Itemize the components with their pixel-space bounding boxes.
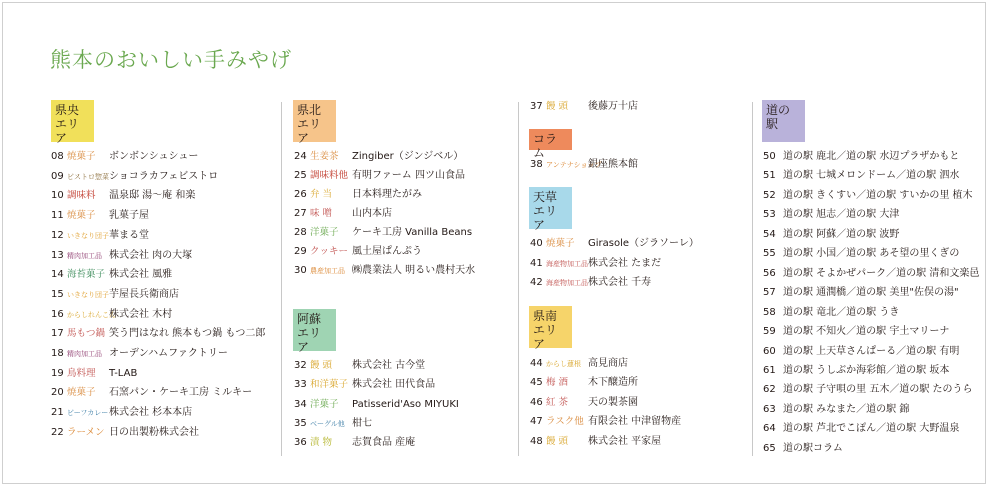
column-divider — [752, 102, 753, 456]
item-number: 17 — [51, 328, 64, 340]
item-category: 洋菓子 — [310, 398, 339, 410]
item-name: 株式会社 古今堂 — [352, 360, 426, 371]
item-category: 馬もつ鍋 — [67, 328, 106, 340]
list-item — [763, 206, 899, 224]
item-name: 道の駅 阿蘇／道の駅 波野 — [783, 228, 900, 240]
list-item — [294, 167, 465, 185]
item-number: 46 — [530, 396, 543, 408]
item-name: 道の駅 みなまた／道の駅 錦 — [783, 403, 910, 415]
item-category: からし蓮根 — [546, 360, 581, 368]
item-category: 焼菓子 — [546, 238, 575, 249]
item-number: 15 — [51, 288, 64, 300]
list-item — [763, 148, 959, 166]
item-name: ボンボンシュシュー — [109, 151, 199, 162]
area-badge-line2: エリア — [533, 323, 558, 351]
item-number: 18 — [51, 348, 64, 359]
list-item — [294, 205, 392, 223]
item-name: 有限会社 中津留物産 — [588, 416, 682, 428]
item-number: 20 — [51, 387, 64, 399]
area-badge-line1: 県南 — [533, 309, 558, 323]
area-badge-line1: 阿蘇 — [297, 312, 322, 326]
item-number: 27 — [294, 208, 307, 219]
item-number: 61 — [763, 364, 776, 376]
item-number: 52 — [763, 189, 776, 201]
item-category: いきなり団子 — [67, 290, 109, 299]
list-item — [51, 266, 172, 284]
item-number: 65 — [763, 442, 776, 454]
item-number: 08 — [51, 151, 64, 162]
item-number: 53 — [763, 209, 776, 221]
item-name: 日の出製粉株式会社 — [109, 426, 199, 438]
item-number: 37 — [530, 101, 543, 112]
area-badge-line1: 県央 — [55, 103, 80, 117]
item-number: 19 — [51, 367, 64, 379]
item-number: 36 — [294, 437, 307, 449]
column-divider — [518, 102, 519, 456]
item-name: 道の駅 竜北／道の駅 うき — [783, 306, 900, 318]
item-category: 精肉加工品 — [67, 350, 102, 358]
item-name: ケーキ工房 Vanilla Beans — [352, 227, 473, 238]
item-name: 株式会社 千寿 — [588, 277, 652, 288]
item-name: 木下醸造所 — [588, 377, 638, 389]
item-name: 有明ファーム 四ツ山食品 — [352, 170, 465, 181]
area-badge-line1: 道の駅 — [766, 103, 791, 131]
area-badge-line1: コラム — [533, 132, 558, 160]
item-name: ㈱農業法人 明るい農村天水 — [352, 265, 476, 276]
list-item — [763, 362, 949, 380]
list-item — [51, 207, 149, 225]
item-name: オーデンハムファクトリー — [109, 348, 228, 359]
item-number: 29 — [294, 246, 307, 257]
item-number: 55 — [763, 248, 776, 260]
item-number: 64 — [763, 423, 776, 435]
list-item — [294, 262, 475, 280]
item-number: 13 — [51, 249, 64, 261]
list-item — [530, 255, 661, 273]
list-item — [530, 433, 661, 451]
list-item — [294, 396, 459, 414]
item-number: 45 — [530, 377, 543, 389]
item-category: 海苔菓子 — [67, 269, 106, 281]
area-badge-aso — [293, 309, 336, 354]
item-name: T-LAB — [109, 367, 138, 379]
item-number: 50 — [763, 151, 776, 162]
item-name: 道の駅 上天草さんぱーる／道の駅 有明 — [783, 345, 960, 357]
item-name: 道の駅 子守唄の里 五木／道の駅 たのうら — [783, 384, 973, 396]
list-item — [763, 381, 973, 399]
list-item — [763, 167, 959, 185]
item-number: 28 — [294, 227, 307, 238]
list-item — [530, 235, 699, 253]
item-number: 12 — [51, 229, 64, 241]
item-number: 56 — [763, 267, 776, 279]
item-number: 11 — [51, 210, 64, 222]
item-category: 弁 当 — [310, 189, 333, 200]
list-item — [530, 156, 638, 174]
item-name: 志賀食品 産庵 — [352, 437, 416, 449]
list-item — [51, 247, 192, 265]
list-item — [763, 304, 899, 322]
list-item — [530, 374, 638, 392]
area-badge-line2: エリア — [533, 204, 558, 232]
item-name: 株式会社 風雅 — [109, 269, 173, 281]
item-number: 44 — [530, 358, 543, 369]
item-category: ビストロ惣菜 — [67, 172, 109, 181]
item-name: 道の駅 不知火／道の駅 宇土マリーナ — [783, 326, 950, 338]
area-badge-kenou — [51, 100, 94, 145]
item-number: 22 — [51, 426, 64, 438]
list-item — [51, 325, 265, 343]
item-name: Zingiber（ジンジベル） — [352, 151, 464, 162]
list-item — [763, 226, 899, 244]
list-item — [51, 187, 195, 205]
item-category: 精肉加工品 — [67, 251, 102, 260]
item-name: 道の駅 七城メロンドーム／道の駅 泗水 — [783, 170, 960, 182]
list-item — [51, 424, 199, 442]
area-badge-column — [529, 129, 572, 160]
item-name: 銀座熊本館 — [588, 159, 638, 170]
item-number: 38 — [530, 159, 543, 170]
item-name: 華まる堂 — [109, 229, 149, 241]
item-number: 14 — [51, 269, 64, 281]
area-badge-line1: 県北 — [297, 103, 322, 117]
item-name: 株式会社 平家屋 — [588, 435, 662, 447]
area-badge-line2: エリア — [55, 117, 80, 145]
item-name: ショコラカフェビストロ — [109, 170, 219, 182]
list-item — [51, 384, 252, 402]
item-number: 62 — [763, 384, 776, 396]
list-item — [294, 243, 422, 261]
item-category: いきなり団子 — [67, 231, 109, 240]
item-category: 饅 頭 — [310, 360, 333, 371]
item-category: 和洋菓子 — [310, 379, 349, 391]
item-category: 焼菓子 — [67, 210, 96, 222]
item-name: 柑七 — [352, 417, 372, 429]
item-name: 山内本店 — [352, 208, 392, 219]
item-name: 道の駅 旭志／道の駅 大津 — [783, 209, 900, 221]
item-category: 焼菓子 — [67, 387, 96, 399]
item-number: 21 — [51, 407, 64, 419]
list-item — [763, 245, 959, 263]
list-item — [51, 286, 179, 304]
item-name: 株式会社 杉本本店 — [109, 407, 193, 419]
item-number: 47 — [530, 416, 543, 428]
list-item — [530, 394, 638, 412]
list-item — [294, 434, 415, 452]
item-number: 63 — [763, 403, 776, 415]
item-category: 漬 物 — [310, 437, 333, 449]
item-name: 道の駅 うしぶか海彩館／道の駅 坂本 — [783, 364, 950, 376]
list-item — [51, 227, 149, 245]
item-number: 60 — [763, 345, 776, 357]
item-category: 鳥料理 — [67, 367, 96, 379]
item-name: 道の駅 小国／道の駅 あそ望の里くぎの — [783, 248, 960, 260]
item-name: 株式会社 肉の大塚 — [109, 249, 193, 261]
item-name: 笑う門はなれ 熊本もつ鍋 もつ二郎 — [109, 328, 266, 340]
item-number: 42 — [530, 277, 543, 288]
item-name: 温泉邸 湯〜庵 和楽 — [109, 190, 196, 202]
list-item — [294, 224, 472, 242]
item-category: 調味料他 — [310, 170, 349, 181]
item-number: 35 — [294, 417, 307, 429]
list-item — [763, 187, 973, 205]
item-name: 天の製茶園 — [588, 396, 638, 408]
list-item — [763, 284, 959, 302]
item-number: 26 — [294, 189, 307, 200]
item-name: 道の駅コラム — [783, 442, 843, 454]
list-item — [51, 168, 218, 186]
item-category: 調味料 — [67, 190, 96, 202]
area-badge-line2: エリア — [297, 326, 322, 354]
list-item — [294, 148, 463, 166]
list-item — [530, 274, 651, 292]
list-item — [294, 376, 435, 394]
list-item — [294, 186, 422, 204]
item-name: 道の駅 芦北でこぽん／道の駅 大野温泉 — [783, 423, 960, 435]
item-number: 51 — [763, 170, 776, 182]
list-item — [763, 265, 979, 283]
item-name: 道の駅 鹿北／道の駅 水辺プラザかもと — [783, 151, 960, 162]
item-category: ラスク他 — [546, 416, 584, 428]
column-divider — [281, 102, 282, 456]
item-name: 芋屋長兵衛商店 — [109, 288, 179, 300]
item-category: 饅 頭 — [546, 435, 569, 447]
item-number: 33 — [294, 379, 307, 391]
item-category: 海産物加工品 — [546, 279, 588, 287]
item-category: ビーフカレー — [67, 409, 109, 418]
item-number: 34 — [294, 398, 307, 410]
area-badge-kennan — [529, 306, 572, 351]
item-number: 57 — [763, 287, 776, 299]
item-name: 日本料理たがみ — [352, 189, 422, 200]
item-name: 道の駅 通潤橋／道の駅 美里"佐俣の湯" — [783, 287, 959, 299]
item-number: 58 — [763, 306, 776, 318]
item-name: 高見商店 — [588, 358, 628, 369]
list-item — [51, 345, 228, 363]
list-item — [51, 148, 198, 166]
area-badge-amakusa — [529, 187, 572, 232]
item-category: 紅 茶 — [546, 396, 569, 408]
item-number: 41 — [530, 257, 543, 269]
item-number: 10 — [51, 190, 64, 202]
item-name: 道の駅 そよかぜパーク／道の駅 清和文楽邑 — [783, 267, 980, 279]
item-name: 風土屋ぱんぷう — [352, 246, 422, 257]
item-number: 24 — [294, 151, 307, 162]
list-item — [530, 98, 638, 116]
item-name: 乳菓子屋 — [109, 210, 149, 222]
item-name: 株式会社 たまだ — [588, 257, 662, 269]
list-item — [51, 404, 192, 422]
item-category: 焼菓子 — [67, 151, 96, 162]
area-badge-michinoeki — [762, 100, 805, 142]
item-number: 30 — [294, 265, 307, 276]
item-category: 味 噌 — [310, 208, 333, 219]
list-item — [763, 420, 959, 438]
page-title: 熊本のおいしい手みやげ — [50, 48, 292, 72]
item-name: Girasole（ジラソーレ） — [588, 238, 699, 249]
item-number: 09 — [51, 170, 64, 182]
item-category: からしれんこん — [67, 310, 116, 319]
item-name: 後藤万十店 — [588, 101, 638, 112]
item-name: 株式会社 木村 — [109, 308, 173, 320]
item-category: クッキー — [310, 246, 349, 257]
item-category: 洋菓子 — [310, 227, 339, 238]
list-item — [530, 413, 681, 431]
area-badge-kenhoku — [293, 100, 336, 145]
item-number: 25 — [294, 170, 307, 181]
item-name: 道の駅 きくすい／道の駅 すいかの里 植木 — [783, 189, 973, 201]
item-number: 16 — [51, 308, 64, 320]
list-item — [294, 357, 425, 375]
area-badge-line1: 天草 — [533, 190, 558, 204]
item-number: 48 — [530, 435, 543, 447]
item-category: 海産物加工品 — [546, 259, 588, 268]
item-category: 生姜茶 — [310, 151, 339, 162]
list-item — [763, 343, 959, 361]
list-item — [51, 306, 172, 324]
item-category: アンテナショップ — [546, 161, 602, 169]
item-number: 54 — [763, 228, 776, 240]
list-item — [294, 415, 372, 433]
list-item — [763, 401, 909, 419]
item-category: 饅 頭 — [546, 101, 569, 112]
item-name: 石窯パン・ケーキ工房 ミルキー — [109, 387, 253, 399]
item-number: 40 — [530, 238, 543, 249]
item-number: 59 — [763, 326, 776, 338]
list-item — [763, 440, 843, 458]
item-category: ラーメン — [67, 426, 105, 438]
item-category: 農産加工品 — [310, 267, 345, 275]
item-category: ベーグル他 — [310, 419, 345, 428]
area-badge-line2: エリア — [297, 117, 322, 145]
list-item — [530, 355, 628, 373]
item-number: 32 — [294, 360, 307, 371]
list-item — [763, 323, 949, 341]
list-item — [51, 365, 137, 383]
item-name: Patisserid'Aso MIYUKI — [352, 398, 459, 410]
item-name: 株式会社 田代食品 — [352, 379, 436, 391]
item-category: 梅 酒 — [546, 377, 569, 389]
